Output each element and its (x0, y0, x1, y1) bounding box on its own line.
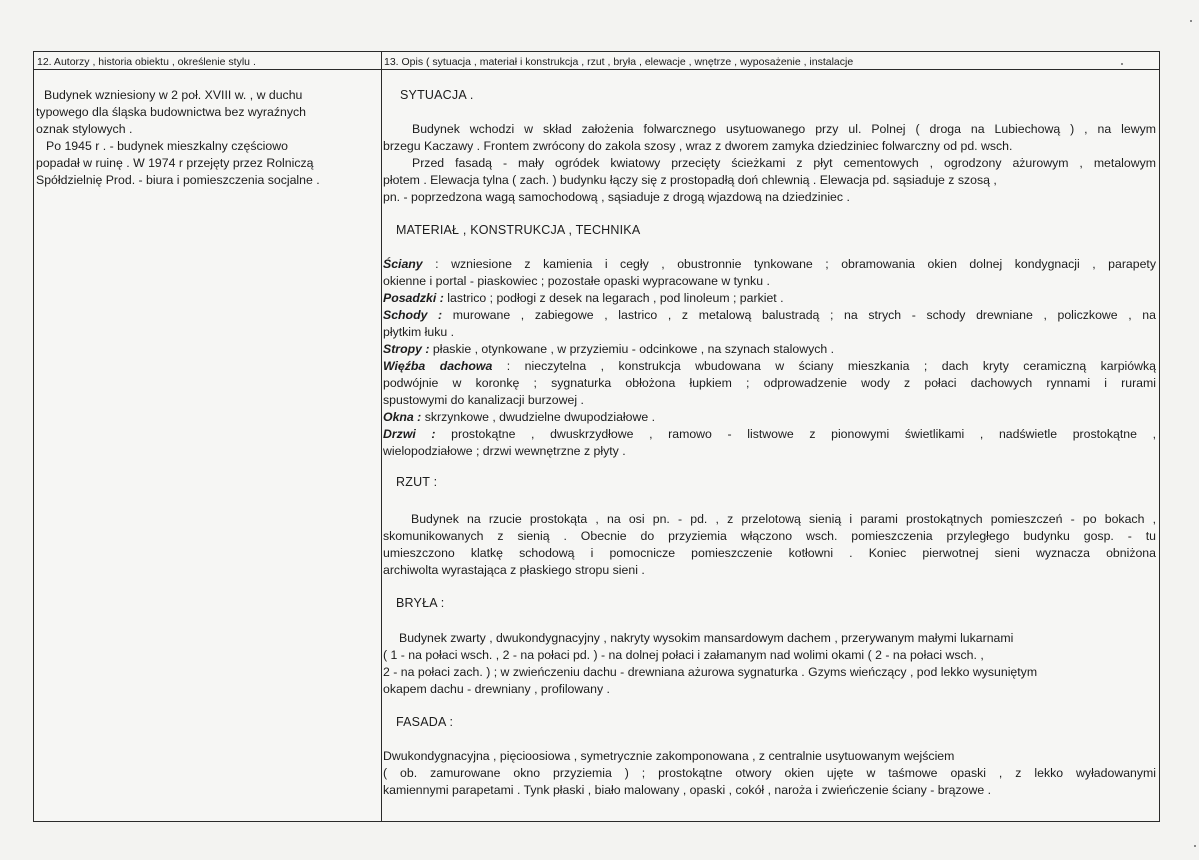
text-line: oznak stylowych . (36, 122, 133, 136)
text-line: Przed fasadą - mały ogródek kwiatowy przecięty ścieżkami z płyt cementowych , ogrodzony ażurowym , metalowym (412, 156, 1156, 170)
text-line: 2 - na połaci zach. ) ; w zwieńczeniu dachu - drewniana ażurowa sygnaturka . Gzyms wieńczący , pod lekko wysuniętym (383, 665, 1038, 679)
form-sheet (33, 51, 1160, 822)
history-paragraph-1 (36, 87, 376, 138)
section-heading-bryla: BRYŁA : (396, 596, 445, 610)
text-line: okapem dachu - drewniany , profilowany . (383, 682, 610, 696)
material-item-windows (383, 409, 1156, 426)
field-12-header: 12. Autorzy , historia obiektu , określenie stylu . (37, 56, 256, 68)
text-line: Spółdzielnię Prod. - biura i pomieszczenia socjalne . (36, 173, 320, 187)
text-line: typowego dla śląska budownictwa bez wyraźnych (36, 105, 306, 119)
text-line: Budynek wchodzi w skład założenia folwarcznego usytuowanego przy ul. Polnej ( droga na Lubiechową ) , na lewym (412, 122, 1156, 136)
item-text: skrzynkowe , dwudzielne dwupodziałowe . (421, 410, 656, 424)
term-label: Ściany (383, 257, 423, 271)
text-line: płytkim łuku . (383, 325, 455, 339)
item-text: prostokątne , dwuskrzydłowe , ramowo - listwowe z pionowymi świetlikami , nadświetle prostokątne , (435, 427, 1156, 441)
material-item-stairs (383, 307, 1156, 324)
text-line: Dwukondygnacyjna , pięcioosiowa , symetrycznie zakomponowana , z centralnie usytuowanym wejściem (383, 749, 955, 763)
text-line: podwójnie w koronkę ; sygnaturka obłożona łupkiem ; odprowadzenie wody z połaci dachowych rynnami i rurami (383, 376, 1156, 390)
section-heading-fasada: FASADA : (396, 715, 454, 729)
text-line: wielopodziałowe ; drzwi wewnętrzne z płyty . (383, 444, 626, 458)
text-line: archiwolta wyrastająca z płaskiego stropu sieni . (383, 563, 645, 577)
material-item-roof-truss (383, 358, 1156, 375)
text-line: brzegu Kaczawy . Frontem zwrócony do zakola szosy , wraz z dworem zamyka dziedziniec folwarczny od pd. wsch. (383, 139, 1013, 153)
text-line: popadał w ruinę . W 1974 r przejęty przez Rolniczą (36, 156, 314, 170)
material-item-floors (383, 290, 1156, 307)
sytuacja-paragraph (383, 121, 1156, 206)
scan-speck (1121, 63, 1123, 65)
left-column (34, 52, 381, 821)
term-label: Posadzki : (383, 291, 444, 305)
scan-speck (1194, 845, 1196, 847)
text-line: okienne i portal - piaskowiec ; pozostałe opaski wypracowane w tynku . (383, 274, 770, 288)
item-text: płaskie , otynkowane , w przyziemiu - odcinkowe , na szynach stalowych . (429, 342, 835, 356)
text-line: ( ob. zamurowane okno przyziemia ) ; prostokątne otwory okien ujęte w taśmowe opaski , z lekko wyładowanymi (383, 766, 1156, 780)
text-line: ( 1 - na połaci wsch. , 2 - na połaci pd. ) - na dolnej połaci i załamanym nad wolimi okami ( 2 - na połaci wsch. , (383, 648, 984, 662)
term-label: Okna : (383, 410, 422, 424)
item-text: murowane , zabiegowe , lastrico , z metalową balustradą ; na strych - schody drewniane , policzkowe , na (442, 308, 1156, 322)
text-line: Budynek zwarty , dwukondygnacyjny , nakryty wysokim mansardowym dachem , przerywanym małymi lukarnami (399, 631, 1014, 645)
bryla-paragraph (383, 630, 1156, 698)
section-heading-material: MATERIAŁ , KONSTRUKCJA , TECHNIKA (396, 223, 641, 237)
text-line: umieszczono klatkę schodową i pomocnicze pomieszczenie kotłowni . Koniec pierwotnej sieni wyznacza obniżona (383, 546, 1156, 560)
history-paragraph-2 (36, 138, 376, 189)
section-heading-rzut: RZUT : (396, 475, 438, 489)
section-heading-sytuacja: SYTUACJA . (400, 88, 474, 102)
material-item-ceilings (383, 341, 1156, 358)
text-line: skomunikowanych z sienią . Obecnie do przyziemia włączono wsch. pomieszczenia przyległego budynku gosp. - tu (383, 529, 1156, 543)
right-column (382, 52, 1159, 821)
fasada-paragraph (383, 748, 1156, 799)
field-13-header: 13. Opis ( sytuacja , materiał i konstrukcja , rzut , bryła , elewacje , wnętrze , wyposażenie , instalacje (384, 56, 854, 68)
text-line: Budynek wzniesiony w 2 poł. XVIII w. , w duchu (44, 88, 303, 102)
material-list (383, 256, 1156, 460)
term-label: Drzwi : (383, 427, 436, 441)
term-label: Schody : (383, 308, 443, 322)
text-line: Budynek na rzucie prostokąta , na osi pn. - pd. , z przelotową sienią i parami prostokątnych pomieszczeń - po bokach , (411, 512, 1156, 526)
text-line: pn. - poprzedzona wagą samochodową , sąsiaduje z drogą wjazdową na dziedziniec . (383, 190, 850, 204)
term-label: Więźba dachowa (383, 359, 493, 373)
item-text: : nieczytelna , konstrukcja wbudowana w ściany mieszkania ; dach kryty ceramiczną karpiówką (492, 359, 1156, 373)
material-item-doors (383, 426, 1156, 443)
text-line: płotem . Elewacja tylna ( zach. ) budynku łączy się z prostopadłą doń chlewnią . Elewacja pd. sąsiaduje z szosą , (383, 173, 997, 187)
scan-speck (1190, 20, 1192, 22)
material-item-walls (383, 256, 1156, 273)
term-label: Stropy : (383, 342, 430, 356)
rzut-paragraph (383, 511, 1156, 579)
item-text: : wzniesione z kamienia i cegły , obustronnie tynkowane ; obramowania okien dolnej kondygnacji , parapety (422, 257, 1156, 271)
text-line: kamiennymi parapetami . Tynk płaski , biało malowany , opaski , cokół , naroża i zwieńczenie ściany - brązowe . (383, 783, 992, 797)
text-line: Po 1945 r . - budynek mieszkalny częściowo (46, 139, 288, 153)
text-line: spustowymi do kanalizacji burzowej . (383, 393, 584, 407)
item-text: lastrico ; podłogi z desek na legarach , pod linoleum ; parkiet . (443, 291, 784, 305)
